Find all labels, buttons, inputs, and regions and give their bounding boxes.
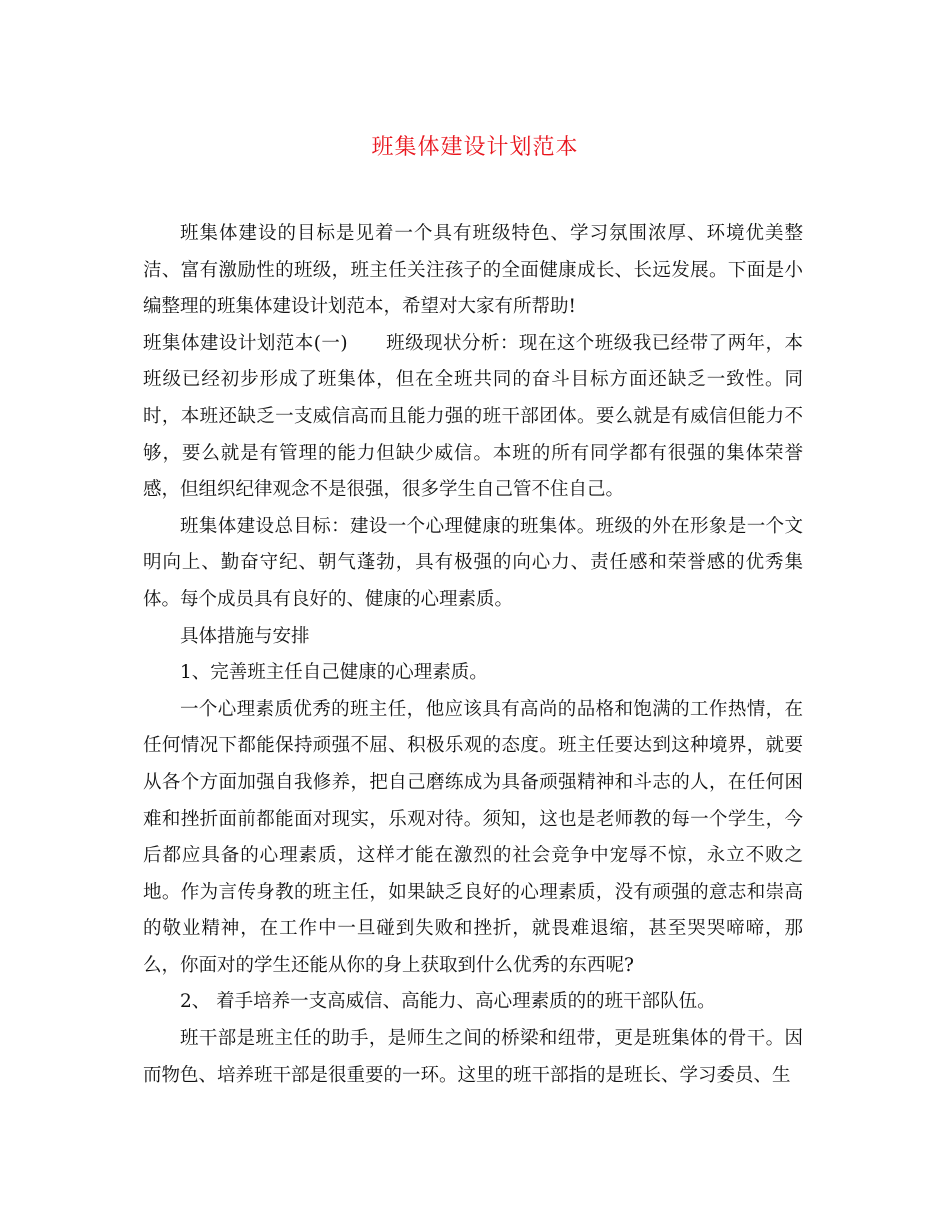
goal-paragraph: 班集体建设总目标：建设一个心理健康的班集体。班级的外在形象是一个文明向上、勤奋守纪、朝气蓬勃，具有极强的向心力、责任感和荣誉感的优秀集体。每个成员具有良好的、健康的心理素质。 [143, 515, 803, 610]
item1-body: 一个心理素质优秀的班主任，他应该具有高尚的品格和饱满的工作热情，在任何情况下都能保持顽强不屈、积极乐观的态度。班主任要达到这种境界，就要从各个方面加强自我修养，把自己磨练成为具备顽强精神和斗志的人，在任何困难和挫折面前都能面对现实，乐观对待。须知，这也是老师教的每一个学生，今后都应具备的心理素质，这样才能在激烈的社会竞争中宠辱不惊，永立不败之地。作为言传身教的班主任，如果缺乏良好的心理素质，没有顽强的意志和崇高的敬业精神，在工作中一旦碰到失败和挫折，就畏难退缩，甚至哭哭啼啼，那么，你面对的学生还能从你的身上获取到什么优秀的东西呢? [143, 698, 803, 976]
section1-heading: 班集体建设计划范本(一) [143, 332, 348, 354]
section1-status: 班级现状分析：现在这个班级我已经带了两年，本班级已经初步形成了班集体，但在全班共同的奋斗目标方面还缺乏一致性。同时，本班还缺乏一支威信高而且能力强的班干部团体。要么就是有威信但能力不够，要么就是有管理的能力但缺少威信。本班的所有同学都有很强的集体荣誉感，但组织纪律观念不是很强，很多学生自己管不住自己。 [143, 332, 803, 501]
item1-title: 1、完善班主任自己健康的心理素质。 [180, 662, 488, 684]
item2-title: 2、 着手培养一支高威信、高能力、高心理素质的的班干部队伍。 [180, 991, 716, 1013]
measures-heading: 具体措施与安排 [180, 625, 310, 647]
document-body [143, 216, 803, 1094]
intro-paragraph: 班集体建设的目标是见着一个具有班级特色、学习氛围浓厚、环境优美整洁、富有激励性的班级，班主任关注孩子的全面健康成长、长远发展。下面是小编整理的班集体建设计划范本，希望对大家有所帮助! [143, 223, 803, 318]
item2-body: 班干部是班主任的助手，是师生之间的桥梁和纽带，更是班集体的骨干。因而物色、培养班干部是很重要的一环。这里的班干部指的是班长、学习委员、生 [143, 1028, 803, 1086]
section1-paragraph [143, 326, 803, 509]
document-title: 班集体建设计划范本 [371, 135, 579, 160]
